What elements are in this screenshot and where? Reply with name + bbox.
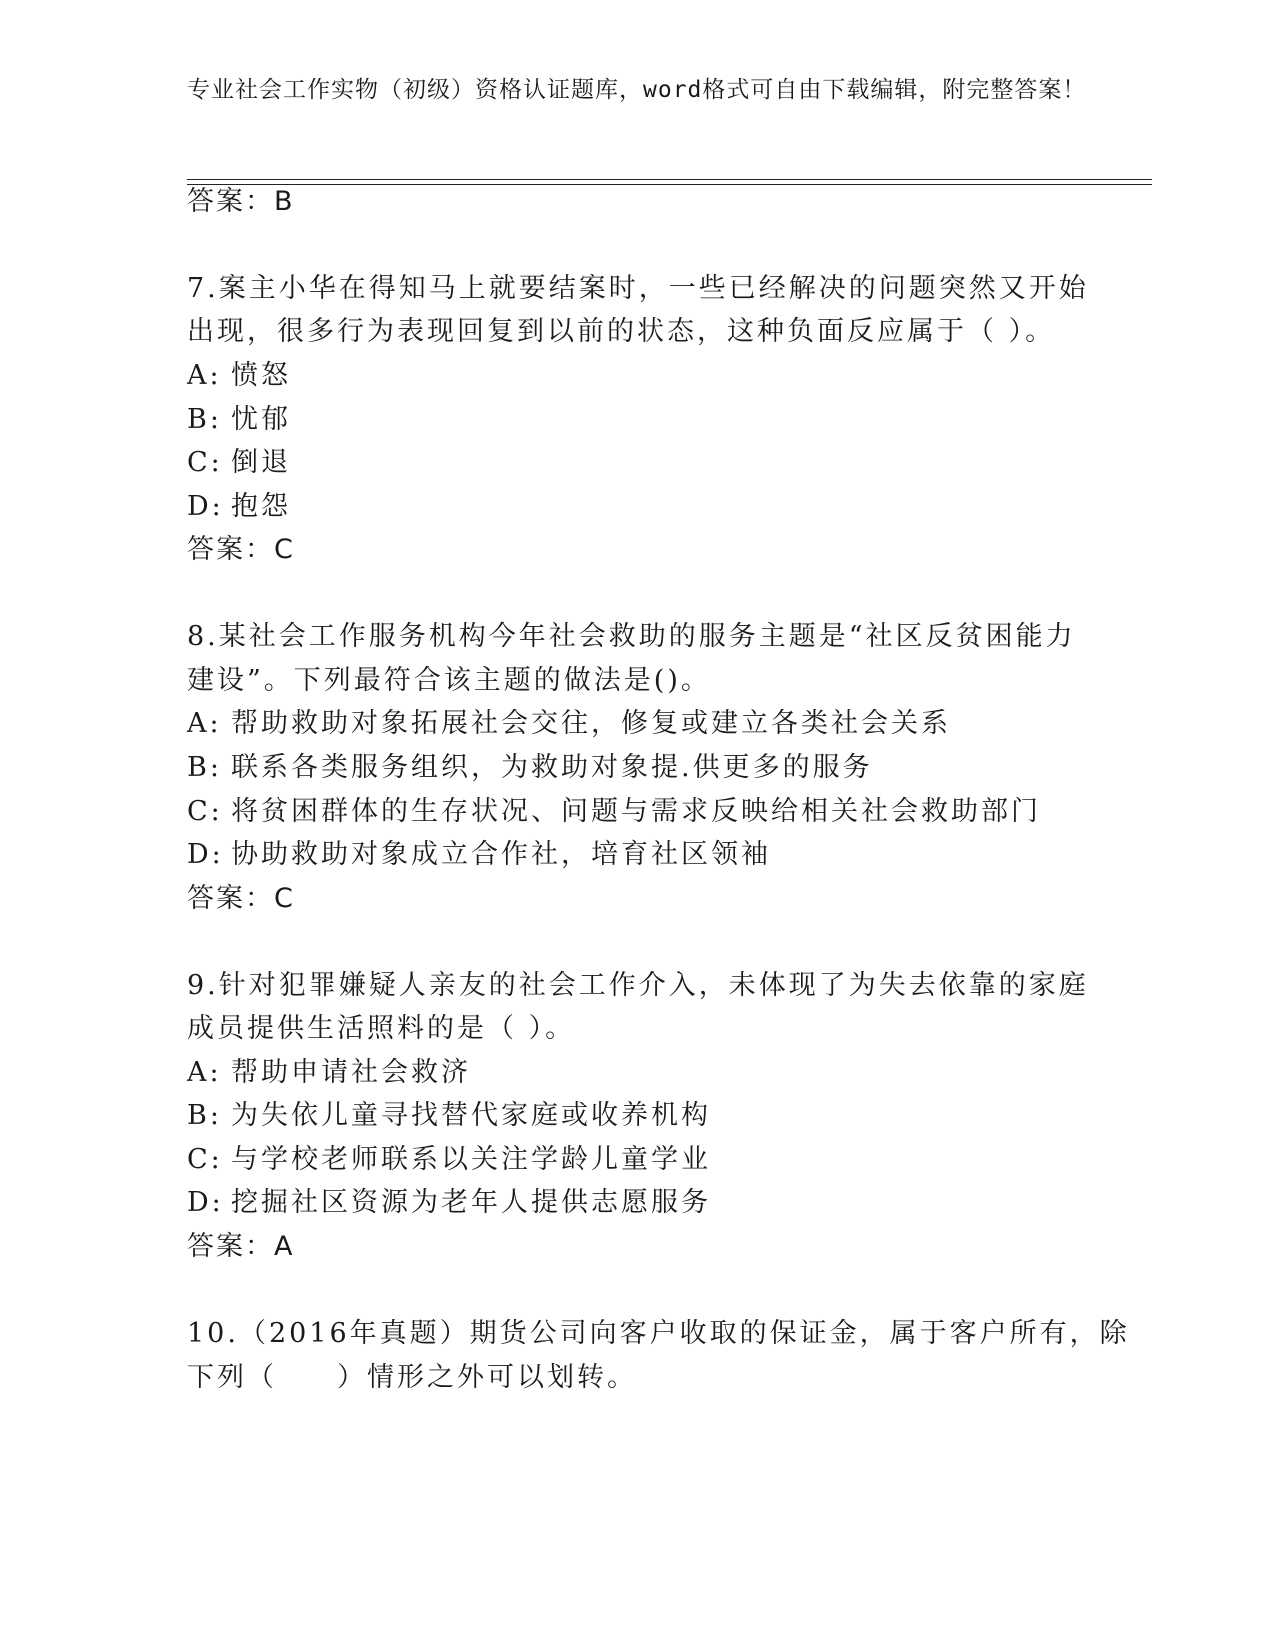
option-letter: D:	[187, 491, 224, 522]
option-text: 愤怒	[231, 360, 291, 391]
question-9-option-a	[187, 1056, 471, 1090]
option-letter: A:	[187, 708, 222, 739]
option-text: 联系各类服务组织，为救助对象提.供更多的服务	[231, 752, 873, 783]
option-text: 倒退	[231, 447, 291, 478]
question-8-option-c	[187, 795, 1041, 829]
option-text: 挖掘社区资源为老年人提供志愿服务	[231, 1187, 711, 1218]
question-8-answer: 答案：C	[187, 883, 295, 914]
option-letter: A:	[187, 360, 222, 391]
option-letter: B:	[187, 404, 222, 435]
header-divider-top	[187, 179, 1152, 180]
question-9-option-d	[187, 1186, 711, 1220]
option-letter: B:	[187, 752, 222, 783]
document-header: 专业社会工作实物（初级）资格认证题库，word格式可自由下载编辑，附完整答案！	[187, 77, 1087, 103]
question-7-option-b	[187, 403, 291, 437]
question-8-option-d	[187, 838, 771, 872]
option-letter: D:	[187, 839, 224, 870]
question-9-stem-line1: 9.针对犯罪嫌疑人亲友的社会工作介入，未体现了为失去依靠的家庭	[187, 970, 1089, 1001]
option-text: 为失依儿童寻找替代家庭或收养机构	[231, 1100, 711, 1131]
option-letter: A:	[187, 1057, 222, 1088]
question-8-option-b	[187, 751, 873, 785]
option-text: 帮助救助对象拓展社会交往，修复或建立各类社会关系	[231, 708, 951, 739]
question-7-option-c	[187, 446, 291, 480]
option-text: 将贫困群体的生存状况、问题与需求反映给相关社会救助部门	[231, 796, 1041, 827]
question-9-answer: 答案：A	[187, 1231, 295, 1262]
previous-answer: 答案：B	[187, 186, 295, 217]
option-text: 协助救助对象成立合作社，培育社区领袖	[231, 839, 771, 870]
option-letter: C:	[187, 447, 223, 478]
option-text: 与学校老师联系以关注学龄儿童学业	[231, 1144, 711, 1175]
option-text: 帮助申请社会救济	[231, 1057, 471, 1088]
question-9-option-b	[187, 1099, 711, 1133]
option-letter: C:	[187, 796, 223, 827]
question-9-option-c	[187, 1143, 711, 1177]
header-divider-bottom	[187, 184, 1152, 185]
option-text: 忧郁	[231, 404, 291, 435]
question-7-stem-line2: 出现，很多行为表现回复到以前的状态，这种负面反应属于（ ）。	[187, 316, 1056, 347]
question-8-option-a	[187, 707, 951, 741]
option-text: 抱怨	[231, 491, 291, 522]
question-7-stem-line1: 7.案主小华在得知马上就要结案时，一些已经解决的问题突然又开始	[187, 273, 1089, 304]
question-9-stem-line2: 成员提供生活照料的是（ ）。	[187, 1013, 576, 1044]
question-7-answer: 答案：C	[187, 534, 295, 565]
question-8-stem-line2: 建设”。下列最符合该主题的做法是()。	[187, 665, 711, 696]
option-letter: C:	[187, 1144, 223, 1175]
question-10-stem-line2: 下列（ ）情形之外可以划转。	[187, 1362, 637, 1393]
question-7-option-d	[187, 490, 291, 524]
option-letter: B:	[187, 1100, 222, 1131]
question-10-stem-line1: 10.（2016年真题）期货公司向客户收取的保证金，属于客户所有，除	[187, 1318, 1130, 1349]
question-8-stem-line1: 8.某社会工作服务机构今年社会救助的服务主题是“社区反贫困能力	[187, 621, 1076, 652]
option-letter: D:	[187, 1187, 224, 1218]
question-7-option-a	[187, 359, 291, 393]
